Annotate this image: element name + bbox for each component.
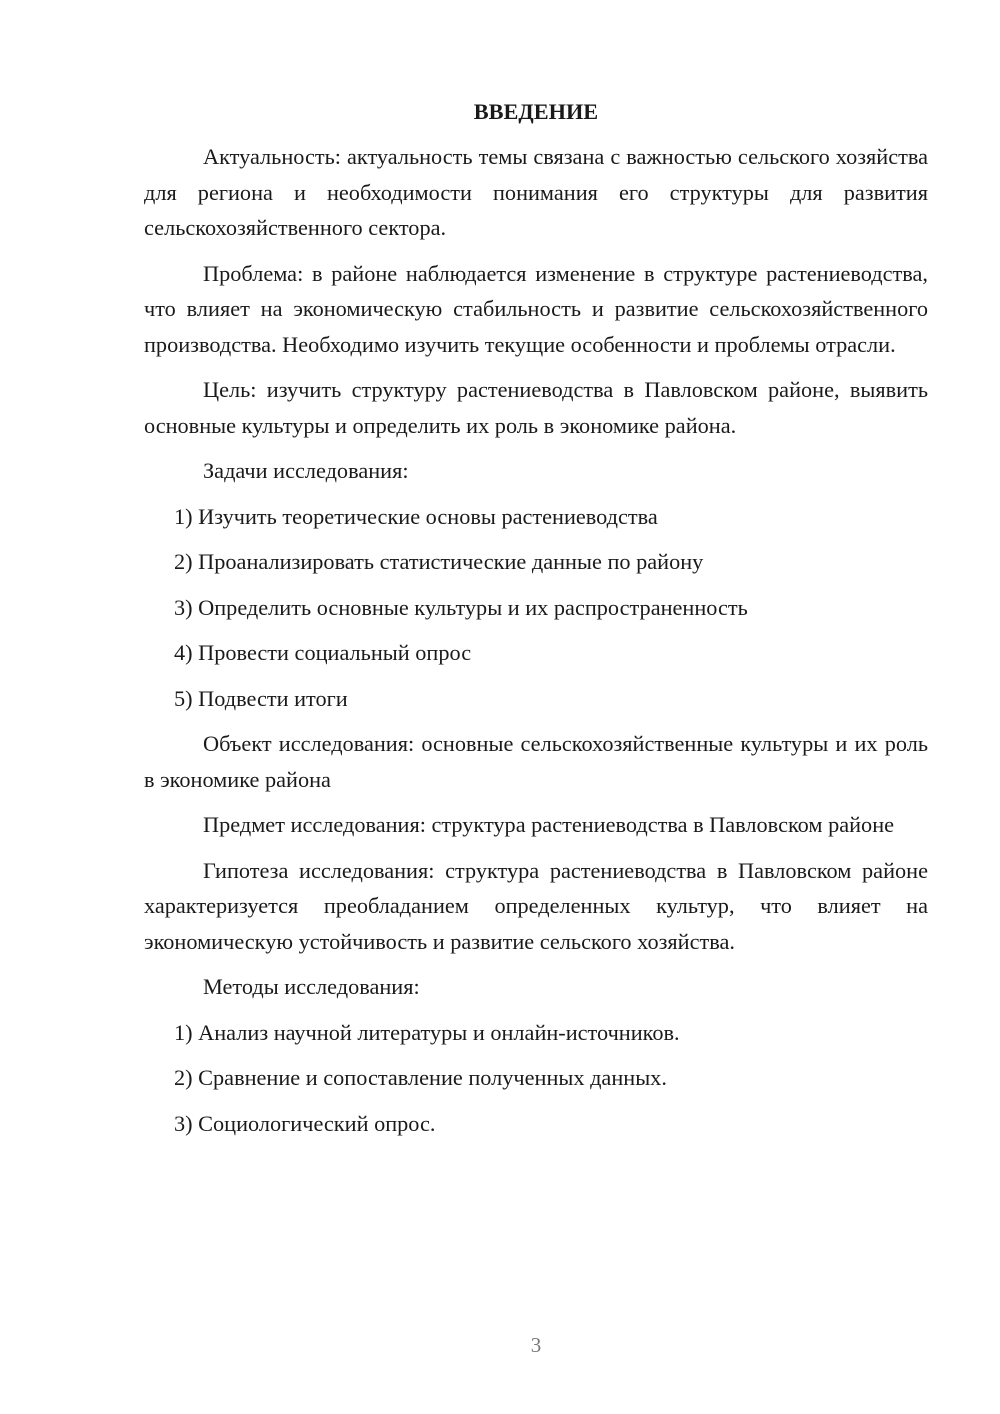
task-item: 1) Изучить теоретические основы растениеводства [174, 503, 658, 529]
relevance-paragraph: Актуальность: актуальность темы связана с важностью сельского хозяйства для региона и необходимости понимания его структуры для развития сельскохозяйственного сектора. [144, 144, 928, 240]
page-number: 3 [530, 1333, 542, 1357]
page-content [144, 94, 928, 1151]
tasks-title: Задачи исследования: [203, 458, 409, 483]
methods-title: Методы исследования: [203, 974, 420, 999]
task-item: 3) Определить основные культуры и их распространенность [174, 594, 748, 620]
subject-paragraph: Предмет исследования: структура растениеводства в Павловском районе [203, 812, 895, 837]
task-item: 4) Провести социальный опрос [174, 640, 472, 665]
method-item: 3) Социологический опрос. [174, 1110, 436, 1136]
task-item: 5) Подвести итоги [174, 685, 348, 711]
method-item: 2) Сравнение и сопоставление полученных данных. [174, 1065, 667, 1090]
object-paragraph: Объект исследования: основные сельскохозяйственные культуры и их роль в экономике района [144, 731, 928, 792]
task-item: 2) Проанализировать статистические данные по району [174, 549, 704, 574]
problem-paragraph: Проблема: в районе наблюдается изменение в структуре растениеводства, что влияет на экономическую стабильность и развитие сельскохозяйственного производства. Необходимо изучить текущие особенности и проблемы отрасли. [144, 260, 928, 357]
goal-paragraph: Цель: изучить структуру растениеводства в Павловском районе, выявить основные культуры и определить их роль в экономике района. [144, 377, 928, 438]
hypothesis-paragraph: Гипотеза исследования: структура растениеводства в Павловском районе характеризуется преобладанием определенных культур, что влияет на экономическую устойчивость и развитие сельского хозяйства. [144, 857, 928, 954]
section-heading: ВВЕДЕНИЕ [473, 99, 599, 124]
method-item: 1) Анализ научной литературы и онлайн-источников. [174, 1019, 680, 1045]
